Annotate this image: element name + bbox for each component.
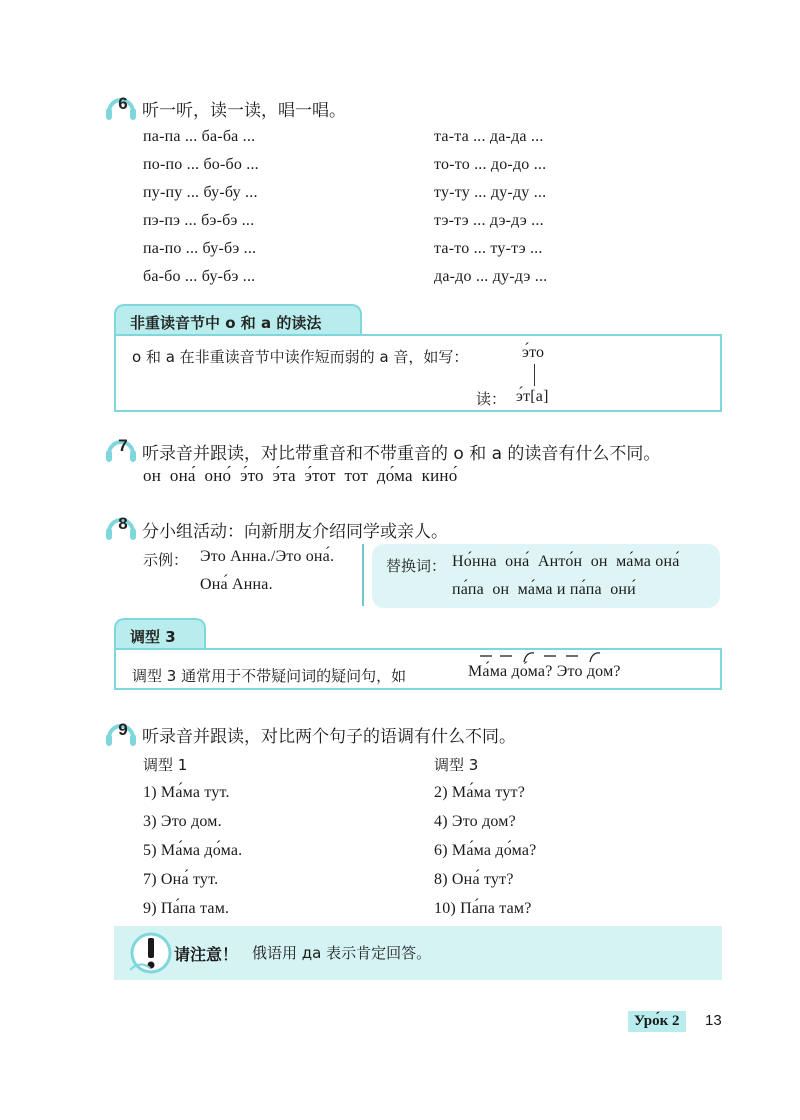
syllable-line: пу-пу ... бу-бу ... bbox=[143, 184, 258, 201]
intonation-marks bbox=[466, 650, 626, 664]
rule-2-text: 调型 3 通常用于不带疑问词的疑问句，如 bbox=[132, 667, 407, 685]
syllable-line: па-по ... бу-бэ ... bbox=[143, 240, 257, 257]
syllable-line: пэ-пэ ... бэ-бэ ... bbox=[143, 212, 255, 229]
note-box bbox=[114, 926, 722, 980]
sentence-line: 3) Это дом. bbox=[143, 813, 222, 830]
syllable-line: тэ-тэ ... дэ-дэ ... bbox=[434, 212, 544, 229]
rule-1-read-label: 读： bbox=[476, 390, 507, 408]
exercise-8-title: 分小组活动：向新朋友介绍同学或亲人。 bbox=[142, 522, 448, 542]
exercise-number: 8 bbox=[118, 514, 128, 533]
lesson-tag: Уро́к 2 bbox=[628, 1011, 686, 1032]
exercise-number: 9 bbox=[118, 720, 128, 739]
sentence-line: 9) Па́па там. bbox=[143, 900, 230, 917]
exercise-number: 6 bbox=[118, 94, 128, 113]
exercise-9-badge bbox=[104, 716, 138, 750]
syllable-line: ба-бо ... бу-бэ ... bbox=[143, 268, 256, 285]
exercise-9-title: 听录音并跟读，对比两个句子的语调有什么不同。 bbox=[142, 727, 516, 747]
rule-2-box bbox=[114, 648, 722, 690]
exercise-6-right-column bbox=[434, 128, 547, 296]
syllable-line: та-то ... ту-тэ ... bbox=[434, 240, 543, 257]
rule-1-read-value: э́т[a] bbox=[516, 388, 549, 405]
sentence-line: 1) Ма́ма тут. bbox=[143, 784, 230, 801]
sentence-line: 8) Она́ тут? bbox=[434, 871, 514, 888]
sentence-line: 2) Ма́ма тут? bbox=[434, 784, 526, 801]
exercise-9-left-column bbox=[143, 754, 242, 929]
sentence-line: 7) Она́ тут. bbox=[143, 871, 219, 888]
rule-2-example: Ма́ма до́ма? Это дом? bbox=[468, 663, 621, 680]
exercise-6-left-column bbox=[143, 128, 259, 296]
rule-1-box bbox=[114, 334, 722, 412]
exercise-8-example-line-2: Она́ Анна. bbox=[200, 576, 273, 593]
rule-1-tab: 非重读音节中 o 和 a 的读法 bbox=[114, 304, 362, 336]
syllable-line: да-до ... ду-дэ ... bbox=[434, 268, 548, 285]
syllable-line: то-то ... до-до ... bbox=[434, 156, 547, 173]
syllable-line: та-та ... да-да ... bbox=[434, 128, 544, 145]
sentence-line: 5) Ма́ма до́ма. bbox=[143, 842, 243, 859]
rule-1-text: o 和 a 在非重读音节中读作短而弱的 a 音，如写： bbox=[132, 348, 469, 366]
exercise-7-badge bbox=[104, 432, 138, 466]
note-text: 俄语用 да 表示肯定回答。 bbox=[252, 944, 432, 962]
exercise-7-words: он она́ оно́ э́то э́та э́тот тот до́ма кино́ bbox=[143, 466, 458, 485]
exercise-6-badge bbox=[104, 90, 138, 124]
rule-1-example-word: э́то bbox=[522, 344, 545, 361]
syllable-line: ту-ту ... ду-ду ... bbox=[434, 184, 547, 201]
substitution-label: 替换词： bbox=[386, 557, 447, 575]
column-header: 调型 1 bbox=[143, 756, 188, 774]
sentence-line: 6) Ма́ма до́ма? bbox=[434, 842, 537, 859]
substitution-line-2: па́па он ма́ма и па́па они́ bbox=[452, 581, 636, 598]
exercise-6-title: 听一听，读一读，唱一唱。 bbox=[142, 101, 346, 121]
rule-2-tab: 调型 3 bbox=[114, 618, 206, 650]
exercise-number: 7 bbox=[118, 436, 128, 455]
exercise-8-divider bbox=[362, 544, 364, 606]
rule-1-arrow bbox=[534, 364, 535, 386]
exclamation-icon bbox=[128, 930, 174, 976]
syllable-line: по-по ... бо-бо ... bbox=[143, 156, 259, 173]
note-label: 请注意！ bbox=[174, 945, 239, 964]
substitution-box bbox=[372, 544, 720, 608]
sentence-line: 4) Это дом? bbox=[434, 813, 516, 830]
column-header: 调型 3 bbox=[434, 756, 479, 774]
exercise-8-badge bbox=[104, 510, 138, 544]
exercise-7-title: 听录音并跟读，对比带重音和不带重音的 o 和 a 的读音有什么不同。 bbox=[142, 444, 661, 464]
page-number: 13 bbox=[705, 1012, 722, 1029]
substitution-line-1: Но́нна она́ Анто́н он ма́ма она́ bbox=[452, 553, 680, 570]
sentence-line: 10) Па́па там? bbox=[434, 900, 532, 917]
exercise-9-right-column bbox=[434, 754, 536, 929]
syllable-line: па-па ... ба-ба ... bbox=[143, 128, 256, 145]
exercise-8-example-line-1: Это Анна./Это она́. bbox=[200, 548, 335, 565]
exercise-8-example-label: 示例： bbox=[143, 551, 189, 569]
